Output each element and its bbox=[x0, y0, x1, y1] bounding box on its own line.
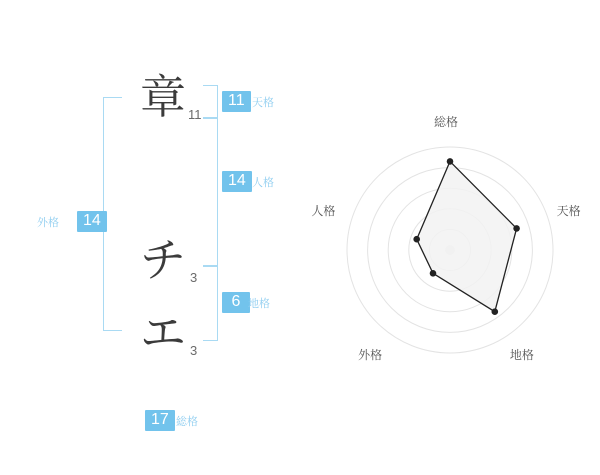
badge-gaikaku-label: 外格 bbox=[37, 216, 59, 229]
radar-area bbox=[417, 161, 517, 311]
bracket-tenkaku bbox=[203, 85, 218, 119]
badge-soukaku-value: 17 bbox=[145, 410, 175, 431]
radar-axis-label-1: 天格 bbox=[556, 204, 581, 219]
bracket-jinkaku bbox=[203, 117, 218, 267]
radar-axis-label-2: 地格 bbox=[509, 348, 534, 363]
radar-point bbox=[430, 270, 437, 277]
name-char-2-strokes: 3 bbox=[190, 270, 198, 285]
badge-tenkaku-label: 天格 bbox=[252, 96, 274, 109]
badge-chikaku-value: 6 bbox=[222, 292, 250, 313]
badge-chikaku-label: 地格 bbox=[248, 297, 270, 310]
radar-point bbox=[447, 158, 454, 165]
badge-tenkaku-value: 11 bbox=[222, 91, 251, 112]
name-char-1: 章 bbox=[140, 70, 186, 124]
name-char-3-strokes: 3 bbox=[190, 343, 198, 358]
bracket-chikaku bbox=[203, 265, 218, 341]
radar-point bbox=[413, 236, 420, 243]
radar-point bbox=[513, 225, 520, 232]
name-stroke-diagram bbox=[0, 0, 300, 470]
name-char-2: チ bbox=[140, 233, 186, 287]
badge-jinkaku-value: 14 bbox=[222, 171, 252, 192]
radar-axis-label-4: 人格 bbox=[311, 204, 336, 219]
radar-chart-svg bbox=[300, 0, 600, 470]
radar-axis-label-3: 外格 bbox=[358, 348, 383, 363]
badge-gaikaku-value: 14 bbox=[77, 211, 107, 232]
kakusu-radar-chart bbox=[300, 0, 600, 470]
badge-soukaku-label: 総格 bbox=[176, 415, 198, 428]
radar-point bbox=[492, 308, 499, 315]
name-char-3: エ bbox=[140, 306, 186, 360]
radar-series bbox=[413, 158, 520, 315]
name-char-1-strokes: 11 bbox=[188, 107, 202, 122]
radar-axis-label-0: 総格 bbox=[434, 115, 459, 129]
badge-jinkaku-label: 人格 bbox=[252, 176, 274, 189]
